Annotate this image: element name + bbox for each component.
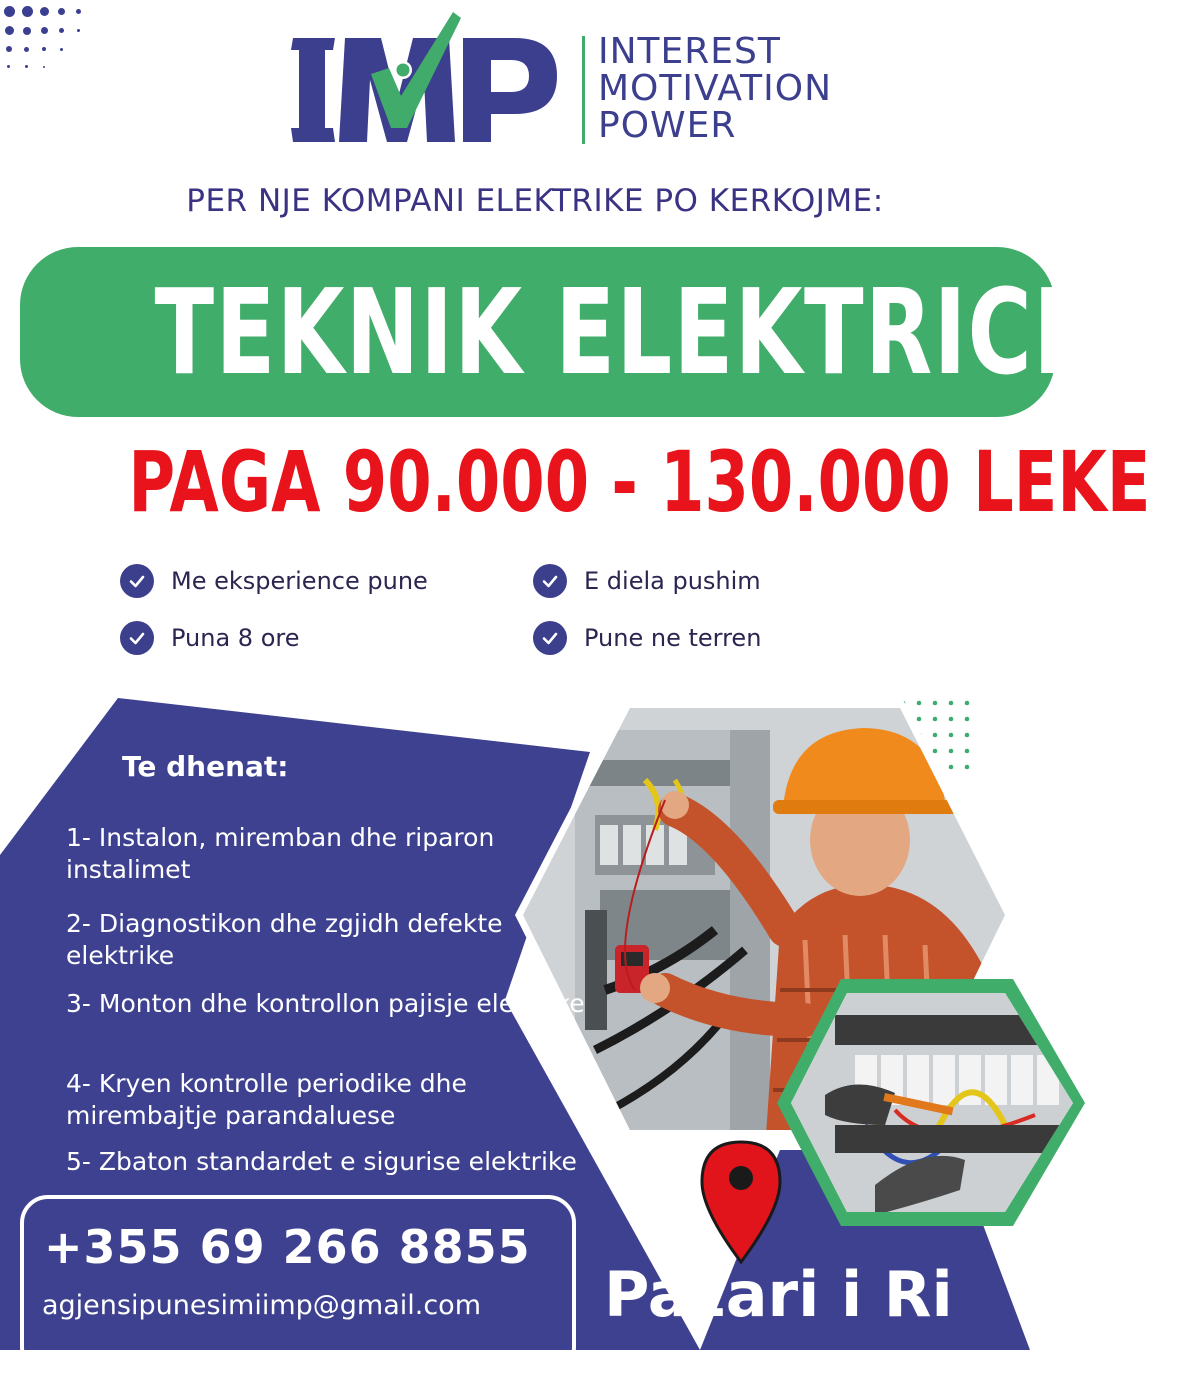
details-title: Te dhenat: (122, 750, 289, 783)
email-address[interactable]: agjensipunesimiimp@gmail.com (42, 1290, 482, 1321)
details-item: 2- Diagnostikon dhe zgjidh defekte elektrike (66, 909, 503, 970)
logo-line-power: POWER (598, 105, 737, 146)
map-pin-icon (700, 1140, 782, 1264)
details-item: 4- Kryen kontrolle periodike dhe mirembajtje parandaluese (66, 1069, 467, 1130)
job-title: TEKNIK ELEKTRICIST (154, 263, 1193, 401)
salary-range: PAGA 90.000 - 130.000 LEKE (128, 433, 1151, 531)
subheading: PER NJE KOMPANI ELEKTRIKE PO KERKOJME: (186, 183, 884, 219)
benefit-label: E diela pushim (584, 567, 761, 595)
logo-line-interest: INTEREST (598, 31, 781, 72)
details-item: 3- Monton dhe kontrollon pajisje elektrike (66, 989, 585, 1018)
job-location: Pazari i Ri (604, 1258, 953, 1331)
phone-number[interactable]: +355 69 266 8855 (44, 1220, 531, 1274)
details-item: 5- Zbaton standardet e sigurise elektrike (66, 1147, 577, 1176)
benefit-label: Puna 8 ore (171, 624, 300, 652)
wiring-photo (775, 975, 1085, 1230)
details-item: 1- Instalon, miremban dhe riparon instalimet (66, 823, 495, 884)
benefit-label: Pune ne terren (584, 624, 762, 652)
benefit-label: Me eksperience pune (171, 567, 428, 595)
logo-line-motivation: MOTIVATION (598, 68, 833, 109)
